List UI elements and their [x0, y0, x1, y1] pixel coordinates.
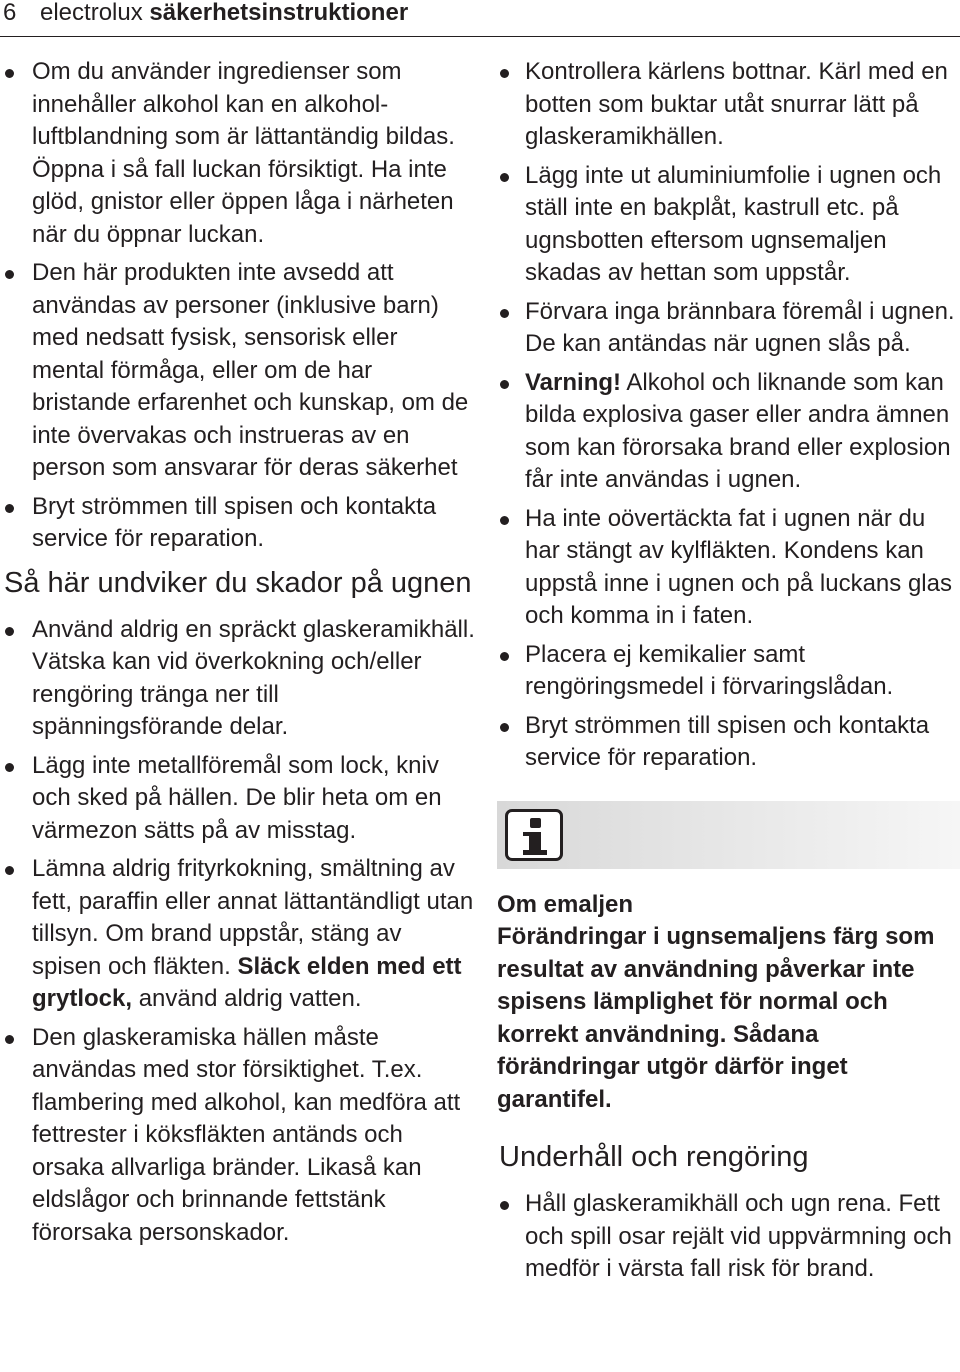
list-item: Den här produkten inte avsedd att användas av personer (inklusive barn) med nedsatt fysisk, sensorisk eller mental förmåga, eller om de har bristande erfarenhet och kunskap, om de inte övervakas och instrueras av en person som ansvarar för deras säkerhet [0, 257, 475, 485]
section-heading-care: Underhåll och rengöring [499, 1141, 809, 1173]
list-item: Bryt strömmen till spisen och kontakta service för reparation. [497, 710, 960, 775]
bullet-icon [5, 866, 14, 875]
bullet-icon [500, 380, 509, 389]
care-list [497, 1188, 960, 1286]
bullet-icon [500, 69, 509, 78]
list-item: Bryt strömmen till spisen och kontakta service för reparation. [0, 491, 475, 556]
list-item: Varning! Alkohol och liknande som kan bilda explosiva gaser eller andra ämnen som kan förorsaka brand eller explosion får inte användas i ugnen. [497, 367, 960, 497]
info-icon [505, 809, 563, 861]
header-title [40, 0, 408, 26]
list-item: Kontrollera kärlens bottnar. Kärl med en botten som buktar utåt snurrar lätt på glaskeramikhällen. [497, 56, 960, 154]
bullet-icon [5, 1035, 14, 1044]
bullet-icon [500, 516, 509, 525]
info-bar [497, 801, 960, 869]
list-item: Lägg inte ut aluminiumfolie i ugnen och ställ inte en bakplåt, kastrull etc. på ugnsbotten eftersom ugnsemaljen skadas av hettan som uppstår. [497, 160, 960, 290]
list-item: Placera ej kemikalier samt rengöringsmedel i förvaringslådan. [497, 639, 960, 704]
page-number: 6 [3, 0, 17, 26]
list-item: Om du använder ingredienser som innehåller alkohol kan en alkohol-luftblandning som är lättantändig bildas. Öppna i så fall luckan försiktigt. Ha inte glöd, gnistor eller öppen låga i närheten när du öppnar luckan. [0, 56, 475, 251]
list-item: Håll glaskeramikhäll och ugn rena. Fett och spill osar rejält vid uppvärmning och medför i värsta fall risk för brand. [497, 1188, 960, 1286]
bullet-icon [500, 309, 509, 318]
list-item: Lägg inte metallföremål som lock, kniv och sked på hällen. De blir heta om en värmezon sätts på av misstag. [0, 750, 475, 848]
page-header [0, 0, 960, 40]
brand-name: electrolux [40, 0, 143, 26]
bullet-icon [5, 270, 14, 279]
bullet-icon [5, 763, 14, 772]
bullet-icon [500, 652, 509, 661]
enamel-note [497, 889, 960, 1117]
safety-list [0, 56, 475, 556]
list-item: Den glaskeramiska hällen måste användas med stor försiktighet. T.ex. flambering med alkohol, kan medföra att fettrester i köksfläkten antänds och orsaka allvarliga bränder. Likaså kan eldslågor och brinnande fettstänk förorsaka personskador. [0, 1022, 475, 1250]
header-rule [0, 36, 960, 37]
list-item: Ha inte oövertäckta fat i ugnen när du har stängt av kylfläkten. Kondens kan uppstå inne i ugnen och på luckans glas och komma in i faten. [497, 503, 960, 633]
right-column [497, 56, 960, 1292]
note-text: Förändringar i ugnsemaljens färg som resultat av användning påverkar inte spisens lämplighet för normal och korrekt användning. Sådana förändringar utgör därför inget garantifel. [497, 923, 935, 1113]
section-heading-oven-damage: Så här undviker du skador på ugnen [4, 566, 472, 599]
bullet-icon [5, 627, 14, 636]
oven-damage-list [0, 614, 475, 1250]
list-item: Förvara inga brännbara föremål i ugnen. De kan antändas när ugnen slås på. [497, 296, 960, 361]
left-column [0, 56, 475, 1255]
bullet-icon [500, 723, 509, 732]
oven-damage-list-continued [497, 56, 960, 775]
list-item: Använd aldrig en spräckt glaskeramikhäll. Vätska kan vid överkokning och/eller rengöring tränga ner till spänningsförande delar. [0, 614, 475, 744]
note-title: Om emaljen [497, 890, 634, 918]
section-name: säkerhetsinstruktioner [149, 0, 409, 26]
bullet-icon [500, 1201, 509, 1210]
list-item: Lämna aldrig frityrkokning, smältning av fett, paraffin eller annat lättantändligt utan tillsyn. Om brand uppstår, stäng av spisen och fläkten. Släck elden med ett grytlock, använd aldrig vatten. [0, 853, 475, 1016]
bullet-icon [500, 173, 509, 182]
bullet-icon [5, 504, 14, 513]
bullet-icon [5, 69, 14, 78]
